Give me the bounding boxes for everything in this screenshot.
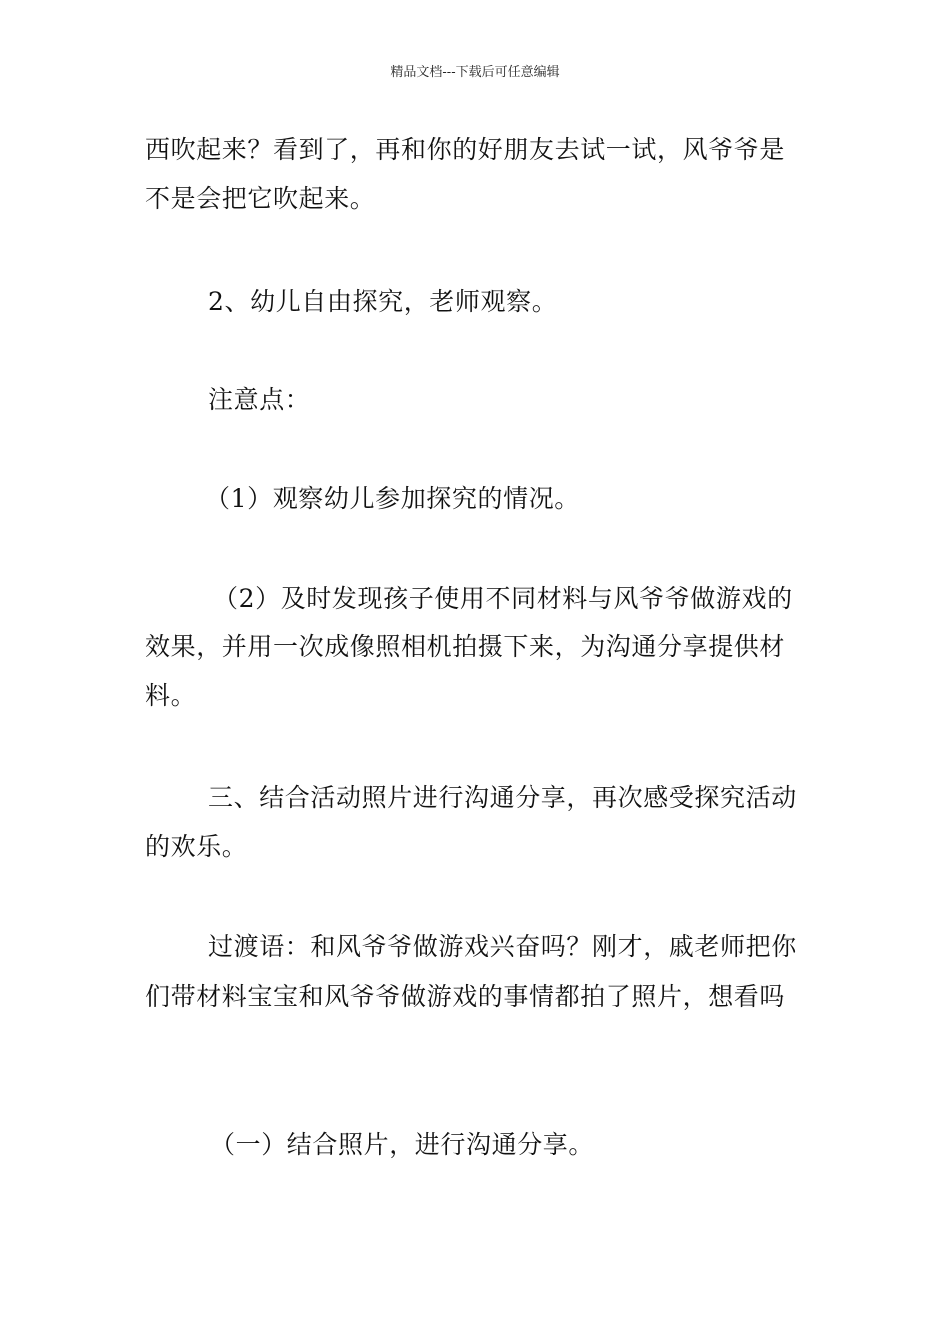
paragraph-line: 不是会把它吹起来。: [145, 184, 376, 213]
page-header: 精品文档---下载后可任意编辑: [390, 65, 560, 80]
paragraph-line: 西吹起来？看到了，再和你的好朋友去试一试，风爷爷是: [145, 135, 786, 164]
paragraph-line: 过渡语：和风爷爷做游戏兴奋吗？刚才，戚老师把你: [208, 932, 797, 961]
paragraph-line: （2）及时发现孩子使用不同材料与风爷爷做游戏的: [213, 584, 793, 613]
paragraph-line: 2、幼儿自由探究，老师观察。: [208, 287, 558, 316]
paragraph-line: 的欢乐。: [145, 832, 248, 861]
paragraph-line: （1）观察幼儿参加探究的情况。: [205, 484, 580, 513]
paragraph-line: 效果，并用一次成像照相机拍摄下来，为沟通分享提供材: [145, 632, 786, 661]
paragraph-line: 料。: [145, 681, 197, 710]
paragraph-line: 三、结合活动照片进行沟通分享，再次感受探究活动: [208, 783, 797, 812]
paragraph-line: （一）结合照片，进行沟通分享。: [210, 1130, 595, 1159]
paragraph-line: 们带材料宝宝和风爷爷做游戏的事情都拍了照片，想看吗: [145, 982, 786, 1011]
paragraph-line: 注意点：: [208, 385, 311, 414]
